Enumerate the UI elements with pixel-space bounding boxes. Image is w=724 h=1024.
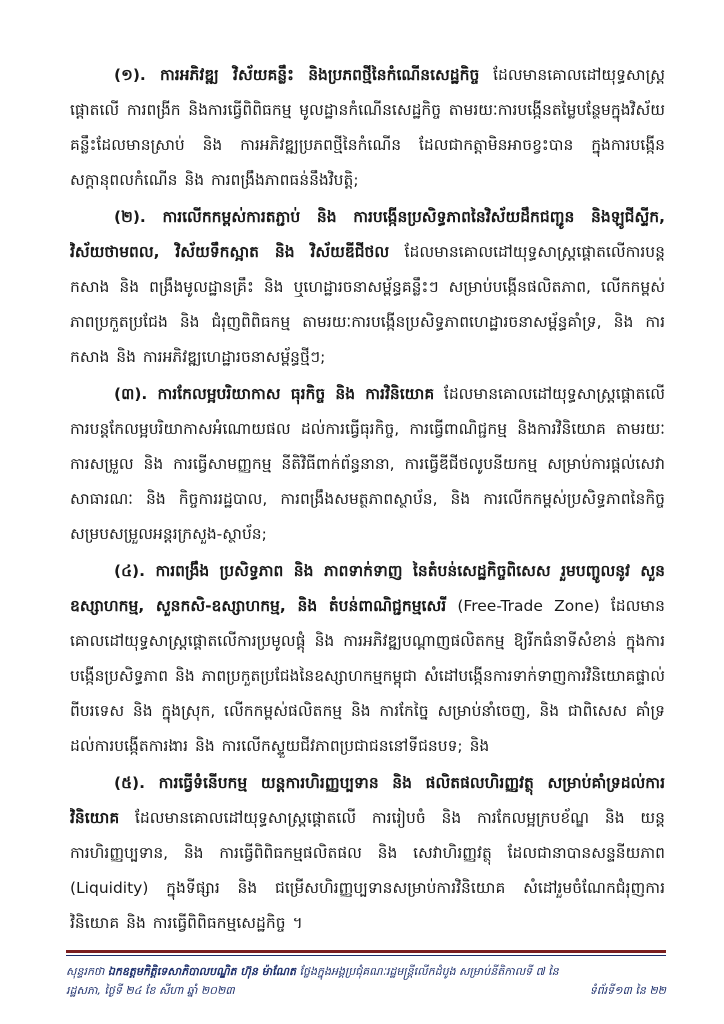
page-number: ទំព័រទី១៣ នៃ ២២ bbox=[589, 984, 666, 997]
paragraph-heading: (៥). ការធ្វើទំនើបកម្ម យន្តការហិរញ្ញប្បទាន និង ផលិតផលហិរញ្ញវត្ថុ សម្រាប់គាំទ្រដល់ការវិនិយោគ bbox=[70, 774, 665, 827]
footer-rule-thin bbox=[66, 955, 666, 956]
paragraph-body: ដែលមានគោលដៅយុទ្ធសាស្ត្រផ្ដោតលើ ការរៀបចំ និង ការកែលម្អក្របខ័ណ្ឌ និង យន្តការហិរញ្ញប្បទាន, និង ការធ្វើពិពិធកម្មផលិតផល និង សេវាហិរញ្ញវត្ថុ ដែលជានាបានសន្ទនីយភាព (Liquidity) ក្នុងទីផ្សារ និង ជម្រើសហិរញ្ញប្បទានសម្រាប់ការវិនិយោគ សំដៅរួមចំណែកជំរុញការវិនិយោគ និង ការធ្វើពិពិធកម្មសេដ្ឋកិច្ច ។ bbox=[70, 809, 665, 932]
paragraph-body: ដែលមានគោលដៅយុទ្ធសាស្ត្រផ្ដោតលើការបន្តកសាង និង ពង្រឹងមូលដ្ឋានគ្រឹះ និង ឬហេដ្ឋារចនាសម្ព័ន្ធគន្លឹះៗ សម្រាប់បង្កើនផលិតភាព, លើកកម្ពស់ភាពប្រកួតប្រជែង និង ជំរុញពិពិធកម្ម តាមរយៈការបង្កើនប្រសិទ្ធភាពហេដ្ឋារចនាសម្ព័ន្ធគាំទ្រ, និង ការកសាង និង ការអភិវឌ្ឍហេដ្ឋារចនាសម្ព័ន្ធថ្មីៗ; bbox=[70, 243, 665, 366]
paragraph-5 bbox=[70, 766, 665, 938]
paragraph-3 bbox=[70, 377, 665, 552]
paragraph-heading: (១). ការអភិវឌ្ឍ វិស័យគន្លឹះ និងប្រភពថ្មីនៃកំណើនសេដ្ឋកិច្ច bbox=[114, 66, 480, 84]
footer-line-2 bbox=[66, 981, 666, 1000]
paragraph-heading: (២). ការលើកកម្ពស់ការតភ្ជាប់ និង ការបង្កើនប្រសិទ្ធភាពនៃវិស័យដឹកជញ្ជូន និងឡូជីស្ទីក, វិស័យថាមពល, វិស័យទឹកស្អាត និង វិស័យឌីជីថល bbox=[70, 208, 665, 261]
paragraph-body: ដែលមានគោលដៅយុទ្ធសាស្ត្រផ្ដោតលើ ការបន្តកែលម្អបរិយាកាសអំណោយផល ដល់ការធ្វើធុរកិច្ច, ការធ្វើពាណិជ្ជកម្ម និងការវិនិយោគ តាមរយៈ ការសម្រួល និង ការធ្វើសាមញ្ញកម្ម នីតិវិធីពាក់ព័ន្ធនានា, ការធ្វើឌីជីថលូបនីយកម្ម សម្រាប់ការផ្ដល់សេវាសាធារណៈ និង កិច្ចការរដ្ឋបាល, ការពង្រឹងសមត្ថភាពស្ថាប័ន, និង ការលើកកម្ពស់ប្រសិទ្ធភាពនៃកិច្ចសម្របសម្រួលអន្តរក្រសួង-ស្ថាប័ន; bbox=[70, 385, 665, 543]
paragraph-heading: (៣). ការកែលម្អបរិយាកាស ធុរកិច្ច និង ការវិនិយោគ bbox=[114, 385, 435, 403]
paragraph-2 bbox=[70, 200, 665, 375]
footer-occasion: ថ្លែងក្នុងអង្គប្រជុំគណៈរដ្ឋមន្ត្រីលើកដំបូង សម្រាប់នីតិកាលទី ៧ នៃ bbox=[296, 965, 559, 978]
footer-date: រដ្ឋសភា, ថ្ងៃទី ២៤ ខែ សីហា ឆ្នាំ ២០២៣ bbox=[66, 984, 235, 997]
paragraph-1 bbox=[70, 58, 665, 198]
page-body bbox=[70, 58, 665, 938]
footer-speaker: ឯកឧត្តមកិត្តិទេសាភិបាលបណ្ឌិត ហ៊ុន ម៉ាណែត bbox=[107, 965, 297, 978]
footer-text bbox=[66, 962, 666, 1000]
paragraph-body: (Free-Trade Zone) ដែលមានគោលដៅយុទ្ធសាស្ត្រផ្ដោតលើការប្រមូលផ្ដុំ និង ការអភិវឌ្ឍបណ្ដាញផលិតកម្ម ឱ្យរីកធំនាទីសំខាន់ ក្នុងការបង្កើនប្រសិទ្ធភាព និង ភាពប្រកួតប្រជែងនៃឧស្សាហកម្មកម្ពុជា សំដៅបង្កើនការទាក់ទាញការវិនិយោគផ្ទាល់ ពីបរទេស និង ក្នុងស្រុក, លើកកម្ពស់ផលិតកម្ម និង ការកែច្នៃ សម្រាប់នាំចេញ, និង ជាពិសេស គាំទ្រដល់ការបង្កើតការងារ និង ការលើកស្ទួយជីវភាពប្រជាជននៅទីជនបទ; និង bbox=[70, 597, 665, 755]
footer-rule bbox=[66, 950, 666, 953]
footer-line-1 bbox=[66, 962, 666, 981]
page-footer bbox=[66, 950, 666, 1000]
paragraph-4 bbox=[70, 554, 665, 764]
footer-prefix: សុន្ទរកថា bbox=[66, 965, 105, 978]
paragraph-body: ដែលមានគោលដៅយុទ្ធសាស្ត្រផ្ដោតលើ ការពង្រីក និងការធ្វើពិពិធកម្ម មូលដ្ឋានកំណើនសេដ្ឋកិច្ច តាមរយៈការបង្កើនតម្លៃបន្ថែមក្នុងវិស័យគន្លឹះដែលមានស្រាប់ និង ការអភិវឌ្ឍប្រភពថ្មីនៃកំណើន ដែលជាកត្តាមិនអាចខ្វះបាន ក្នុងការបង្កើនសក្ដានុពលកំណើន និង ការពង្រឹងភាពធន់នឹងវិបត្តិ; bbox=[70, 66, 665, 189]
paragraph-heading: (៤). ការពង្រឹង ប្រសិទ្ធភាព និង ភាពទាក់ទាញ នៃតំបន់សេដ្ឋកិច្ចពិសេស រួមបញ្ចូលនូវ សួនឧស្សាហកម្ម, សួនកសិ-ឧស្សាហកម្ម, និង តំបន់ពាណិជ្ជកម្មសេរី bbox=[70, 562, 665, 615]
